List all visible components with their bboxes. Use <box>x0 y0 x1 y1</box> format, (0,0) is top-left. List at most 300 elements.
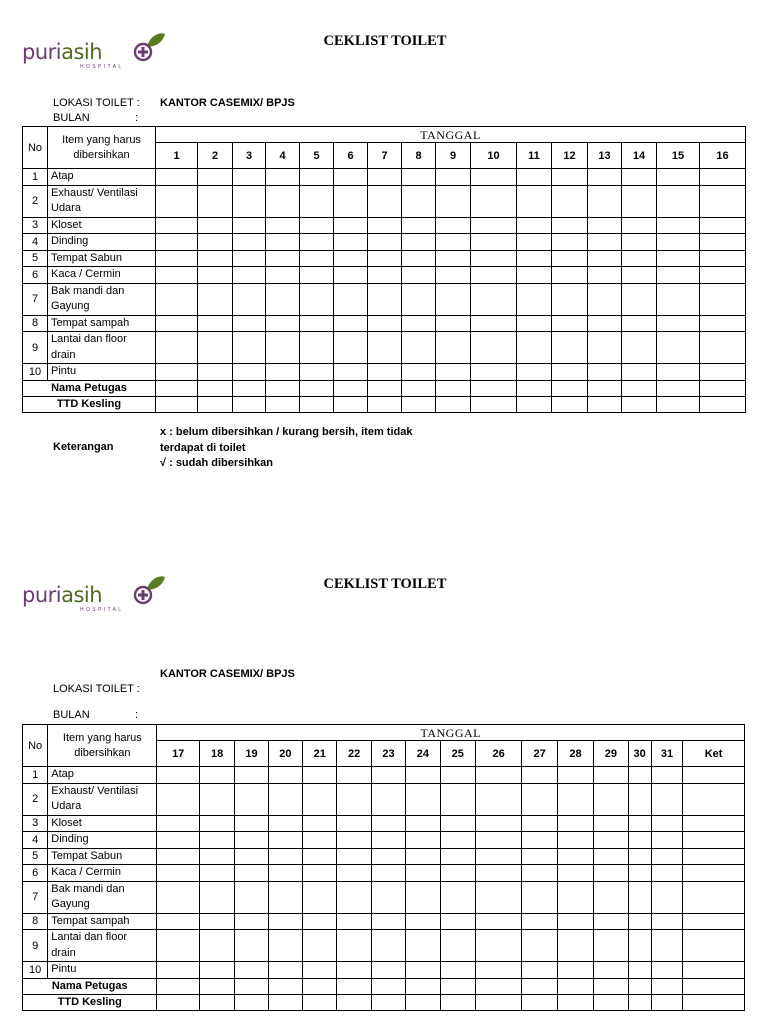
check-cell[interactable] <box>557 783 593 815</box>
check-cell[interactable] <box>522 881 557 913</box>
check-cell[interactable] <box>156 380 198 396</box>
check-cell[interactable] <box>156 396 198 412</box>
check-cell[interactable] <box>268 815 302 832</box>
check-cell[interactable] <box>440 783 475 815</box>
check-cell[interactable] <box>300 185 334 217</box>
check-cell[interactable] <box>552 380 588 396</box>
check-cell[interactable] <box>651 783 682 815</box>
check-cell[interactable] <box>199 913 234 930</box>
check-cell[interactable] <box>198 380 233 396</box>
check-cell[interactable] <box>700 332 746 364</box>
check-cell[interactable] <box>622 185 657 217</box>
check-cell[interactable] <box>266 283 300 315</box>
check-cell[interactable] <box>371 848 405 865</box>
check-cell[interactable] <box>471 234 517 251</box>
check-cell[interactable] <box>657 169 700 186</box>
check-cell[interactable] <box>300 217 334 234</box>
check-cell[interactable] <box>406 865 440 882</box>
check-cell[interactable] <box>199 962 234 979</box>
check-cell[interactable] <box>157 815 199 832</box>
check-cell[interactable] <box>300 283 334 315</box>
check-cell[interactable] <box>402 217 436 234</box>
check-cell[interactable] <box>199 783 234 815</box>
check-cell[interactable] <box>475 832 522 849</box>
check-cell[interactable] <box>700 250 746 267</box>
check-cell[interactable] <box>371 913 405 930</box>
check-cell[interactable] <box>266 380 300 396</box>
check-cell[interactable] <box>156 250 198 267</box>
check-cell[interactable] <box>233 332 266 364</box>
check-cell[interactable] <box>628 881 651 913</box>
check-cell[interactable] <box>552 364 588 381</box>
check-cell[interactable] <box>522 930 557 962</box>
check-cell[interactable] <box>588 217 622 234</box>
check-cell[interactable] <box>657 234 700 251</box>
check-cell[interactable] <box>266 169 300 186</box>
check-cell[interactable] <box>337 962 371 979</box>
check-cell[interactable] <box>628 815 651 832</box>
check-cell[interactable] <box>368 185 402 217</box>
check-cell[interactable] <box>471 169 517 186</box>
check-cell[interactable] <box>622 283 657 315</box>
check-cell[interactable] <box>199 815 234 832</box>
check-cell[interactable] <box>402 332 436 364</box>
check-cell[interactable] <box>156 315 198 332</box>
check-cell[interactable] <box>266 217 300 234</box>
check-cell[interactable] <box>233 250 266 267</box>
check-cell[interactable] <box>588 185 622 217</box>
check-cell[interactable] <box>683 832 745 849</box>
check-cell[interactable] <box>157 913 199 930</box>
check-cell[interactable] <box>700 315 746 332</box>
check-cell[interactable] <box>337 767 371 784</box>
check-cell[interactable] <box>700 169 746 186</box>
check-cell[interactable] <box>268 848 302 865</box>
check-cell[interactable] <box>436 267 471 284</box>
check-cell[interactable] <box>522 832 557 849</box>
check-cell[interactable] <box>198 364 233 381</box>
check-cell[interactable] <box>522 848 557 865</box>
check-cell[interactable] <box>235 783 268 815</box>
check-cell[interactable] <box>588 250 622 267</box>
check-cell[interactable] <box>198 283 233 315</box>
check-cell[interactable] <box>522 978 557 994</box>
check-cell[interactable] <box>622 217 657 234</box>
check-cell[interactable] <box>268 881 302 913</box>
check-cell[interactable] <box>657 185 700 217</box>
check-cell[interactable] <box>235 930 268 962</box>
check-cell[interactable] <box>657 364 700 381</box>
check-cell[interactable] <box>552 234 588 251</box>
check-cell[interactable] <box>628 783 651 815</box>
check-cell[interactable] <box>368 396 402 412</box>
check-cell[interactable] <box>475 767 522 784</box>
check-cell[interactable] <box>471 250 517 267</box>
check-cell[interactable] <box>622 396 657 412</box>
check-cell[interactable] <box>368 169 402 186</box>
check-cell[interactable] <box>334 364 368 381</box>
check-cell[interactable] <box>402 380 436 396</box>
check-cell[interactable] <box>683 848 745 865</box>
check-cell[interactable] <box>557 962 593 979</box>
check-cell[interactable] <box>157 978 199 994</box>
check-cell[interactable] <box>337 865 371 882</box>
check-cell[interactable] <box>471 332 517 364</box>
check-cell[interactable] <box>406 767 440 784</box>
check-cell[interactable] <box>406 815 440 832</box>
check-cell[interactable] <box>657 380 700 396</box>
check-cell[interactable] <box>700 380 746 396</box>
check-cell[interactable] <box>371 930 405 962</box>
check-cell[interactable] <box>522 962 557 979</box>
check-cell[interactable] <box>594 930 628 962</box>
check-cell[interactable] <box>235 962 268 979</box>
check-cell[interactable] <box>700 364 746 381</box>
check-cell[interactable] <box>683 815 745 832</box>
check-cell[interactable] <box>334 283 368 315</box>
check-cell[interactable] <box>651 913 682 930</box>
check-cell[interactable] <box>622 364 657 381</box>
check-cell[interactable] <box>475 962 522 979</box>
check-cell[interactable] <box>552 185 588 217</box>
check-cell[interactable] <box>199 832 234 849</box>
check-cell[interactable] <box>406 783 440 815</box>
check-cell[interactable] <box>683 913 745 930</box>
check-cell[interactable] <box>557 913 593 930</box>
check-cell[interactable] <box>300 332 334 364</box>
check-cell[interactable] <box>406 962 440 979</box>
check-cell[interactable] <box>235 865 268 882</box>
check-cell[interactable] <box>700 267 746 284</box>
check-cell[interactable] <box>157 962 199 979</box>
check-cell[interactable] <box>303 815 337 832</box>
check-cell[interactable] <box>266 332 300 364</box>
check-cell[interactable] <box>198 267 233 284</box>
check-cell[interactable] <box>683 783 745 815</box>
check-cell[interactable] <box>303 913 337 930</box>
check-cell[interactable] <box>157 994 199 1010</box>
check-cell[interactable] <box>268 767 302 784</box>
check-cell[interactable] <box>198 185 233 217</box>
check-cell[interactable] <box>268 832 302 849</box>
check-cell[interactable] <box>552 315 588 332</box>
check-cell[interactable] <box>517 250 552 267</box>
check-cell[interactable] <box>517 364 552 381</box>
check-cell[interactable] <box>268 962 302 979</box>
check-cell[interactable] <box>268 994 302 1010</box>
check-cell[interactable] <box>198 315 233 332</box>
check-cell[interactable] <box>557 815 593 832</box>
check-cell[interactable] <box>552 396 588 412</box>
check-cell[interactable] <box>300 250 334 267</box>
check-cell[interactable] <box>651 832 682 849</box>
check-cell[interactable] <box>233 380 266 396</box>
check-cell[interactable] <box>594 783 628 815</box>
check-cell[interactable] <box>440 767 475 784</box>
check-cell[interactable] <box>588 396 622 412</box>
check-cell[interactable] <box>303 962 337 979</box>
check-cell[interactable] <box>683 962 745 979</box>
check-cell[interactable] <box>651 962 682 979</box>
check-cell[interactable] <box>700 283 746 315</box>
check-cell[interactable] <box>368 267 402 284</box>
check-cell[interactable] <box>268 978 302 994</box>
check-cell[interactable] <box>471 217 517 234</box>
check-cell[interactable] <box>199 865 234 882</box>
check-cell[interactable] <box>436 250 471 267</box>
check-cell[interactable] <box>198 250 233 267</box>
check-cell[interactable] <box>628 767 651 784</box>
check-cell[interactable] <box>198 234 233 251</box>
check-cell[interactable] <box>683 994 745 1010</box>
check-cell[interactable] <box>368 234 402 251</box>
check-cell[interactable] <box>371 978 405 994</box>
check-cell[interactable] <box>233 396 266 412</box>
check-cell[interactable] <box>651 994 682 1010</box>
check-cell[interactable] <box>436 332 471 364</box>
check-cell[interactable] <box>235 767 268 784</box>
check-cell[interactable] <box>594 881 628 913</box>
check-cell[interactable] <box>651 848 682 865</box>
check-cell[interactable] <box>588 315 622 332</box>
check-cell[interactable] <box>157 832 199 849</box>
check-cell[interactable] <box>651 865 682 882</box>
check-cell[interactable] <box>475 978 522 994</box>
check-cell[interactable] <box>594 865 628 882</box>
check-cell[interactable] <box>557 978 593 994</box>
check-cell[interactable] <box>300 380 334 396</box>
check-cell[interactable] <box>594 994 628 1010</box>
check-cell[interactable] <box>440 815 475 832</box>
check-cell[interactable] <box>266 315 300 332</box>
check-cell[interactable] <box>651 978 682 994</box>
check-cell[interactable] <box>622 380 657 396</box>
check-cell[interactable] <box>522 815 557 832</box>
check-cell[interactable] <box>266 185 300 217</box>
check-cell[interactable] <box>233 217 266 234</box>
check-cell[interactable] <box>522 913 557 930</box>
check-cell[interactable] <box>622 332 657 364</box>
check-cell[interactable] <box>436 217 471 234</box>
check-cell[interactable] <box>402 364 436 381</box>
check-cell[interactable] <box>337 978 371 994</box>
check-cell[interactable] <box>266 234 300 251</box>
check-cell[interactable] <box>157 848 199 865</box>
check-cell[interactable] <box>588 332 622 364</box>
check-cell[interactable] <box>199 848 234 865</box>
check-cell[interactable] <box>334 267 368 284</box>
check-cell[interactable] <box>517 315 552 332</box>
check-cell[interactable] <box>402 234 436 251</box>
check-cell[interactable] <box>266 396 300 412</box>
check-cell[interactable] <box>402 315 436 332</box>
check-cell[interactable] <box>475 913 522 930</box>
check-cell[interactable] <box>198 169 233 186</box>
check-cell[interactable] <box>475 930 522 962</box>
check-cell[interactable] <box>440 994 475 1010</box>
check-cell[interactable] <box>337 930 371 962</box>
check-cell[interactable] <box>436 185 471 217</box>
check-cell[interactable] <box>235 815 268 832</box>
check-cell[interactable] <box>235 994 268 1010</box>
check-cell[interactable] <box>233 315 266 332</box>
check-cell[interactable] <box>552 332 588 364</box>
check-cell[interactable] <box>300 234 334 251</box>
check-cell[interactable] <box>371 783 405 815</box>
check-cell[interactable] <box>337 994 371 1010</box>
check-cell[interactable] <box>440 848 475 865</box>
check-cell[interactable] <box>651 815 682 832</box>
check-cell[interactable] <box>406 994 440 1010</box>
check-cell[interactable] <box>368 250 402 267</box>
check-cell[interactable] <box>471 315 517 332</box>
check-cell[interactable] <box>557 832 593 849</box>
check-cell[interactable] <box>517 234 552 251</box>
check-cell[interactable] <box>552 250 588 267</box>
check-cell[interactable] <box>628 913 651 930</box>
check-cell[interactable] <box>700 217 746 234</box>
check-cell[interactable] <box>233 267 266 284</box>
check-cell[interactable] <box>440 881 475 913</box>
check-cell[interactable] <box>402 185 436 217</box>
check-cell[interactable] <box>334 250 368 267</box>
check-cell[interactable] <box>471 267 517 284</box>
check-cell[interactable] <box>436 315 471 332</box>
check-cell[interactable] <box>337 832 371 849</box>
check-cell[interactable] <box>471 364 517 381</box>
check-cell[interactable] <box>628 832 651 849</box>
check-cell[interactable] <box>303 881 337 913</box>
check-cell[interactable] <box>594 832 628 849</box>
check-cell[interactable] <box>436 169 471 186</box>
check-cell[interactable] <box>440 832 475 849</box>
check-cell[interactable] <box>557 881 593 913</box>
check-cell[interactable] <box>557 930 593 962</box>
check-cell[interactable] <box>402 169 436 186</box>
check-cell[interactable] <box>475 848 522 865</box>
check-cell[interactable] <box>368 332 402 364</box>
check-cell[interactable] <box>475 783 522 815</box>
check-cell[interactable] <box>557 848 593 865</box>
check-cell[interactable] <box>683 881 745 913</box>
check-cell[interactable] <box>700 396 746 412</box>
check-cell[interactable] <box>233 185 266 217</box>
check-cell[interactable] <box>368 283 402 315</box>
check-cell[interactable] <box>198 332 233 364</box>
check-cell[interactable] <box>266 250 300 267</box>
check-cell[interactable] <box>233 169 266 186</box>
check-cell[interactable] <box>628 930 651 962</box>
check-cell[interactable] <box>406 913 440 930</box>
check-cell[interactable] <box>268 865 302 882</box>
check-cell[interactable] <box>402 283 436 315</box>
check-cell[interactable] <box>300 364 334 381</box>
check-cell[interactable] <box>199 881 234 913</box>
check-cell[interactable] <box>156 364 198 381</box>
check-cell[interactable] <box>156 267 198 284</box>
check-cell[interactable] <box>300 267 334 284</box>
check-cell[interactable] <box>594 815 628 832</box>
check-cell[interactable] <box>552 283 588 315</box>
check-cell[interactable] <box>233 234 266 251</box>
check-cell[interactable] <box>475 881 522 913</box>
check-cell[interactable] <box>156 332 198 364</box>
check-cell[interactable] <box>594 962 628 979</box>
check-cell[interactable] <box>337 783 371 815</box>
check-cell[interactable] <box>235 832 268 849</box>
check-cell[interactable] <box>157 783 199 815</box>
check-cell[interactable] <box>622 234 657 251</box>
check-cell[interactable] <box>406 978 440 994</box>
check-cell[interactable] <box>268 913 302 930</box>
check-cell[interactable] <box>628 994 651 1010</box>
check-cell[interactable] <box>198 217 233 234</box>
check-cell[interactable] <box>334 396 368 412</box>
check-cell[interactable] <box>157 767 199 784</box>
check-cell[interactable] <box>300 396 334 412</box>
check-cell[interactable] <box>471 283 517 315</box>
check-cell[interactable] <box>198 396 233 412</box>
check-cell[interactable] <box>436 380 471 396</box>
check-cell[interactable] <box>594 767 628 784</box>
check-cell[interactable] <box>517 332 552 364</box>
check-cell[interactable] <box>406 832 440 849</box>
check-cell[interactable] <box>402 250 436 267</box>
check-cell[interactable] <box>334 234 368 251</box>
check-cell[interactable] <box>436 396 471 412</box>
check-cell[interactable] <box>588 364 622 381</box>
check-cell[interactable] <box>522 865 557 882</box>
check-cell[interactable] <box>475 865 522 882</box>
check-cell[interactable] <box>657 283 700 315</box>
check-cell[interactable] <box>522 767 557 784</box>
check-cell[interactable] <box>371 767 405 784</box>
check-cell[interactable] <box>440 930 475 962</box>
check-cell[interactable] <box>334 315 368 332</box>
check-cell[interactable] <box>594 848 628 865</box>
check-cell[interactable] <box>557 865 593 882</box>
check-cell[interactable] <box>657 315 700 332</box>
check-cell[interactable] <box>683 978 745 994</box>
check-cell[interactable] <box>334 185 368 217</box>
check-cell[interactable] <box>552 267 588 284</box>
check-cell[interactable] <box>235 913 268 930</box>
check-cell[interactable] <box>268 783 302 815</box>
check-cell[interactable] <box>700 234 746 251</box>
check-cell[interactable] <box>199 930 234 962</box>
check-cell[interactable] <box>440 865 475 882</box>
check-cell[interactable] <box>517 217 552 234</box>
check-cell[interactable] <box>368 364 402 381</box>
check-cell[interactable] <box>471 380 517 396</box>
check-cell[interactable] <box>651 881 682 913</box>
check-cell[interactable] <box>406 881 440 913</box>
check-cell[interactable] <box>657 332 700 364</box>
check-cell[interactable] <box>657 267 700 284</box>
check-cell[interactable] <box>233 364 266 381</box>
check-cell[interactable] <box>300 315 334 332</box>
check-cell[interactable] <box>303 848 337 865</box>
check-cell[interactable] <box>303 783 337 815</box>
check-cell[interactable] <box>368 315 402 332</box>
check-cell[interactable] <box>436 283 471 315</box>
check-cell[interactable] <box>471 396 517 412</box>
check-cell[interactable] <box>199 978 234 994</box>
check-cell[interactable] <box>517 185 552 217</box>
check-cell[interactable] <box>475 994 522 1010</box>
check-cell[interactable] <box>300 169 334 186</box>
check-cell[interactable] <box>628 865 651 882</box>
